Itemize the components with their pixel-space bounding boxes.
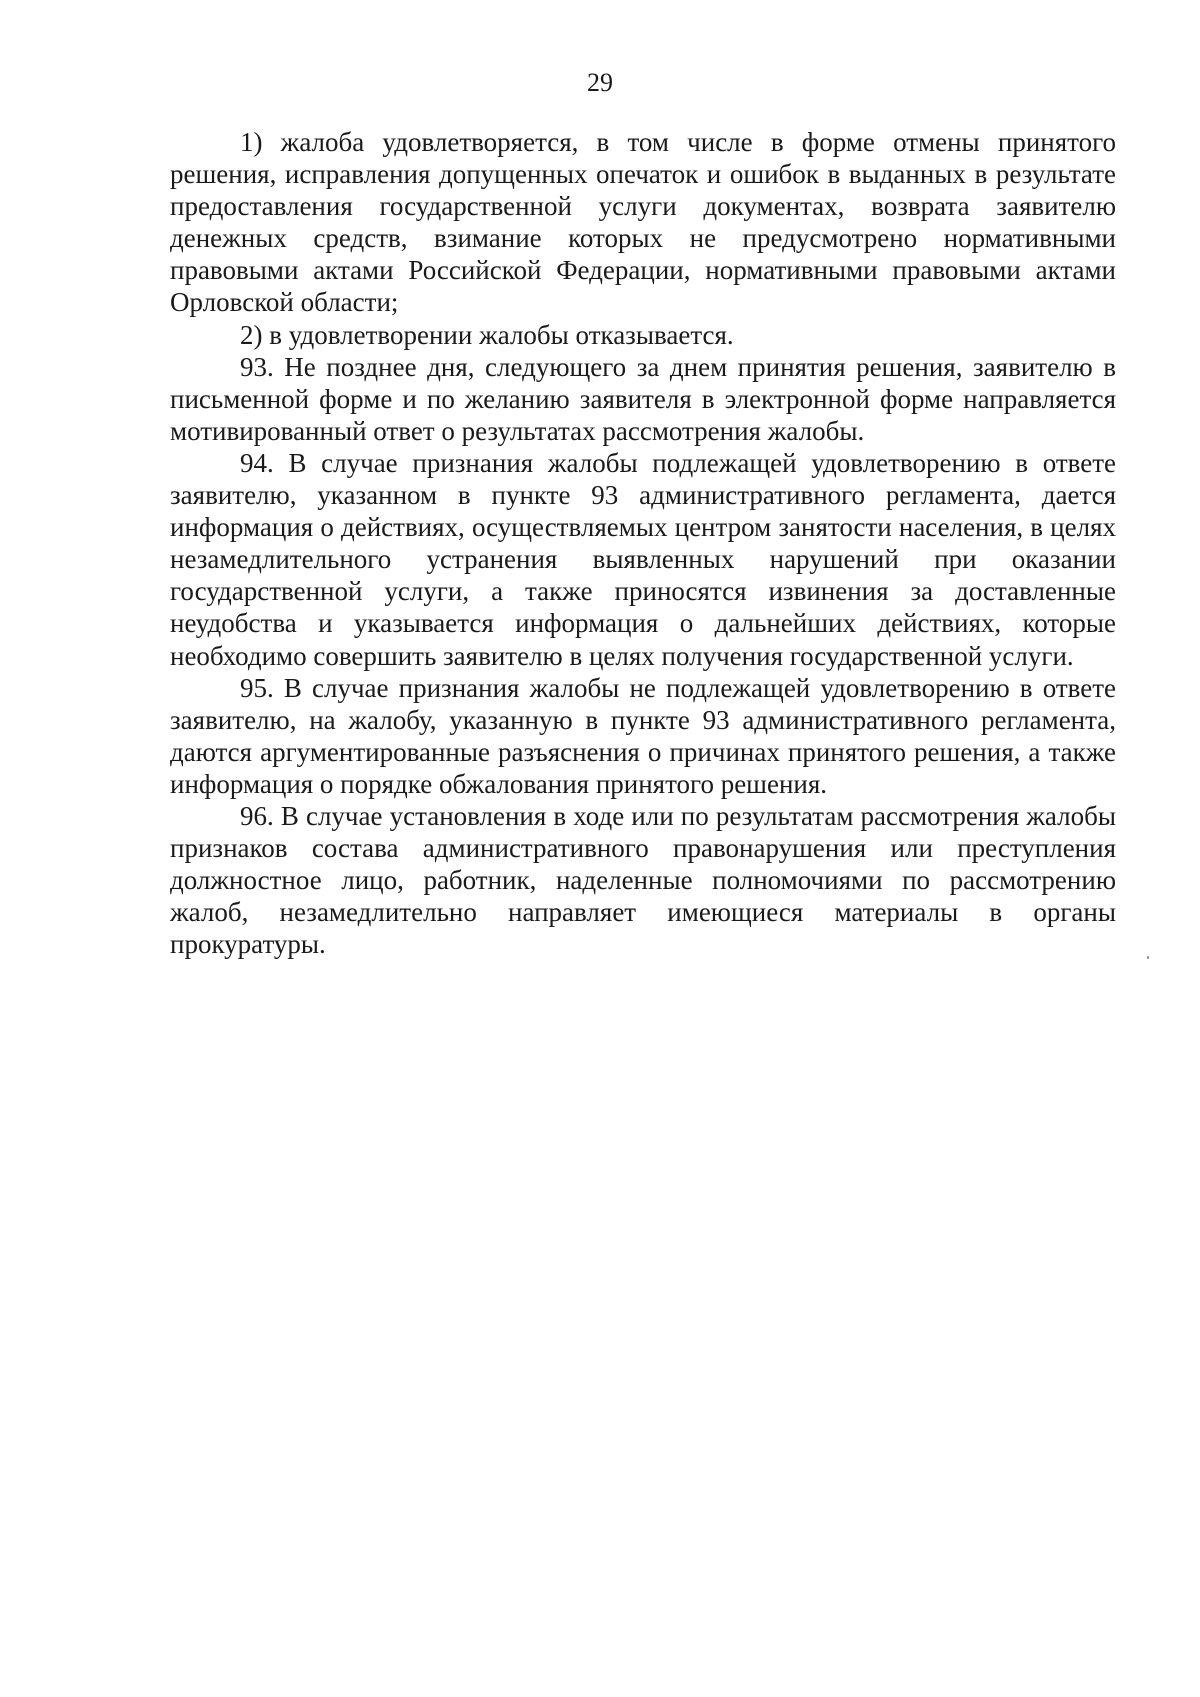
paragraph-item-1: 1) жалоба удовлетворяется, в том числе в форме отмены принятого решения, исправления допущенных опечаток и ошибок в выданных в результате предоставления государственной услуги документах, возврата заявителю денежных средств, взимание которых не предусмотрено нормативными правовыми актами Российской Федерации, нормативными правовыми актами Орловской области; [170, 127, 1116, 318]
paragraph-95: 95. В случае признания жалобы не подлежащей удовлетворению в ответе заявителю, на жалобу, указанную в пункте 93 административного регламента, даются аргументированные разъяснения о причинах принятого решения, а также информация о порядке обжалования принятого решения. [170, 672, 1116, 799]
paragraph-96: 96. В случае установления в ходе или по результатам рассмотрения жалобы признаков состава административного правонарушения или преступления должностное лицо, работник, наделенные полномочиями по рассмотрению жалоб, незамедлительно направляет имеющиеся материалы в органы прокуратуры. [170, 800, 1116, 960]
paragraph-93: 93. Не позднее дня, следующего за днем принятия решения, заявителю в письменной форме и по желанию заявителя в электронной форме направляется мотивированный ответ о результатах рассмотрения жалобы. [170, 351, 1116, 446]
paragraph-item-2: 2) в удовлетворении жалобы отказывается. [240, 319, 734, 350]
document-body [170, 126, 1116, 960]
paragraph-94: 94. В случае признания жалобы подлежащей удовлетворению в ответе заявителю, указанном в пункте 93 административного регламента, дается информация о действиях, осуществляемых центром занятости населения, в целях незамедлительного устранения выявленных нарушений при оказании государственной услуги, а также приносятся извинения за доставленные неудобства и указывается информация о дальнейших действиях, которые необходимо совершить заявителю в целях получения государственной услуги. [170, 447, 1116, 671]
scan-speck [1147, 956, 1149, 959]
page-number: 29 [587, 68, 613, 97]
